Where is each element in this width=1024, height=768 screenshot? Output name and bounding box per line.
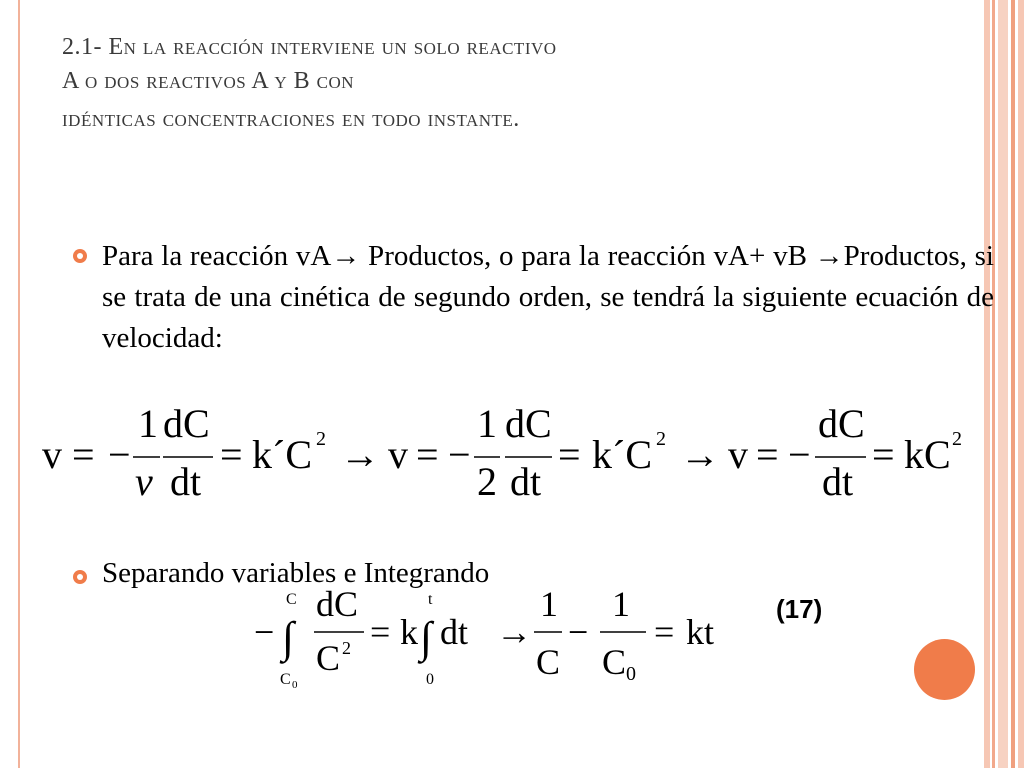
eq2-den-C: C: [536, 642, 561, 682]
eq1b-dC: dC: [505, 401, 552, 446]
title-line-1: 2.1- En la reacción interviene un solo reactivo: [62, 34, 557, 60]
eq1b-minus: −: [448, 432, 471, 477]
eq2-num-1b: 1: [612, 588, 630, 624]
eq1-equals: =: [72, 432, 95, 477]
equation-number: (17): [776, 594, 823, 624]
eq1-numerator-1: 1: [138, 401, 158, 446]
eq2-k: k: [400, 612, 418, 652]
eq1b-equals: =: [416, 432, 439, 477]
title-line-3: idénticas concentraciones en todo instante.: [62, 106, 520, 132]
eq1-dC: dC: [163, 401, 210, 446]
eq2-dC: dC: [316, 588, 359, 624]
eq2-exp-2: 2: [342, 638, 351, 658]
eq2-lower-0: 0: [426, 671, 434, 688]
eq1b-dt: dt: [510, 459, 542, 504]
eq1c-term-v: v: [728, 432, 748, 477]
eq2-equals: =: [370, 612, 391, 652]
slide-title: [62, 30, 942, 136]
left-border: [0, 0, 20, 768]
bullet-text-1: Para la reacción vA→ Productos, o para la reacción vA+ vB →Productos, si se trata de una cinética de segundo orden, se tendrá la siguiente ecuación de velocidad:: [102, 240, 994, 354]
eq1b-numerator-1: 1: [477, 401, 497, 446]
eq1-dt: dt: [170, 459, 202, 504]
eq2-equals-2: =: [654, 612, 675, 652]
eq1c-exp-2: 2: [952, 428, 962, 450]
eq2-integral-2: ∫: [420, 613, 433, 662]
eq1b-exp-2: 2: [656, 428, 666, 450]
eq1b-term-v: v: [388, 432, 408, 477]
eq1c-kC: kC: [904, 432, 951, 477]
eq1-nu: ν: [135, 459, 153, 504]
eq1b-denominator-2: 2: [477, 459, 497, 504]
eq2-integral: ∫: [282, 613, 295, 662]
eq2-arrow: →: [496, 612, 532, 652]
eq2-minus: −: [254, 612, 275, 652]
eq2-upper-limit: C: [286, 591, 297, 608]
bullet-icon: [72, 569, 88, 585]
eq1c-dC: dC: [818, 401, 865, 446]
eq2-C: C: [316, 638, 341, 678]
eq2-minus-2: −: [568, 612, 589, 652]
eq2-kt: kt: [686, 612, 715, 652]
title-line-2: A o dos reactivos A y B con: [62, 68, 355, 94]
eq1c-minus: −: [788, 432, 811, 477]
eq2-upper-t: t: [428, 591, 433, 608]
decorative-circle: [914, 639, 975, 700]
eq2-den-sub-0: 0: [626, 663, 636, 685]
eq1-arrow-2: →: [680, 432, 720, 477]
eq1c-equals-2: =: [872, 432, 895, 477]
eq2-num-1: 1: [540, 588, 558, 624]
eq1-kC: k´C: [252, 432, 312, 477]
eq1-equals-2: =: [220, 432, 243, 477]
eq1c-equals: =: [756, 432, 779, 477]
bullet-icon: [72, 248, 88, 264]
eq2-lower-limit: C: [280, 671, 291, 688]
eq1b-equals-2: =: [558, 432, 581, 477]
eq1c-dt: dt: [822, 459, 854, 504]
eq2-dt: dt: [440, 612, 469, 652]
right-decorative-stripes: [984, 0, 1024, 768]
eq1-minus: −: [108, 432, 131, 477]
integrated-equation: [240, 588, 760, 688]
eq1-exp-2: 2: [316, 428, 326, 450]
eq1-term-v: v: [42, 432, 62, 477]
bullet-text-2: Separando variables e Integrando: [102, 557, 490, 589]
eq1b-kC: k´C: [592, 432, 652, 477]
eq2-lower-sub: 0: [292, 679, 298, 688]
eq1-arrow-1: →: [340, 432, 380, 477]
rate-equation: [0, 395, 1000, 510]
eq2-den-C0: C: [602, 642, 627, 682]
